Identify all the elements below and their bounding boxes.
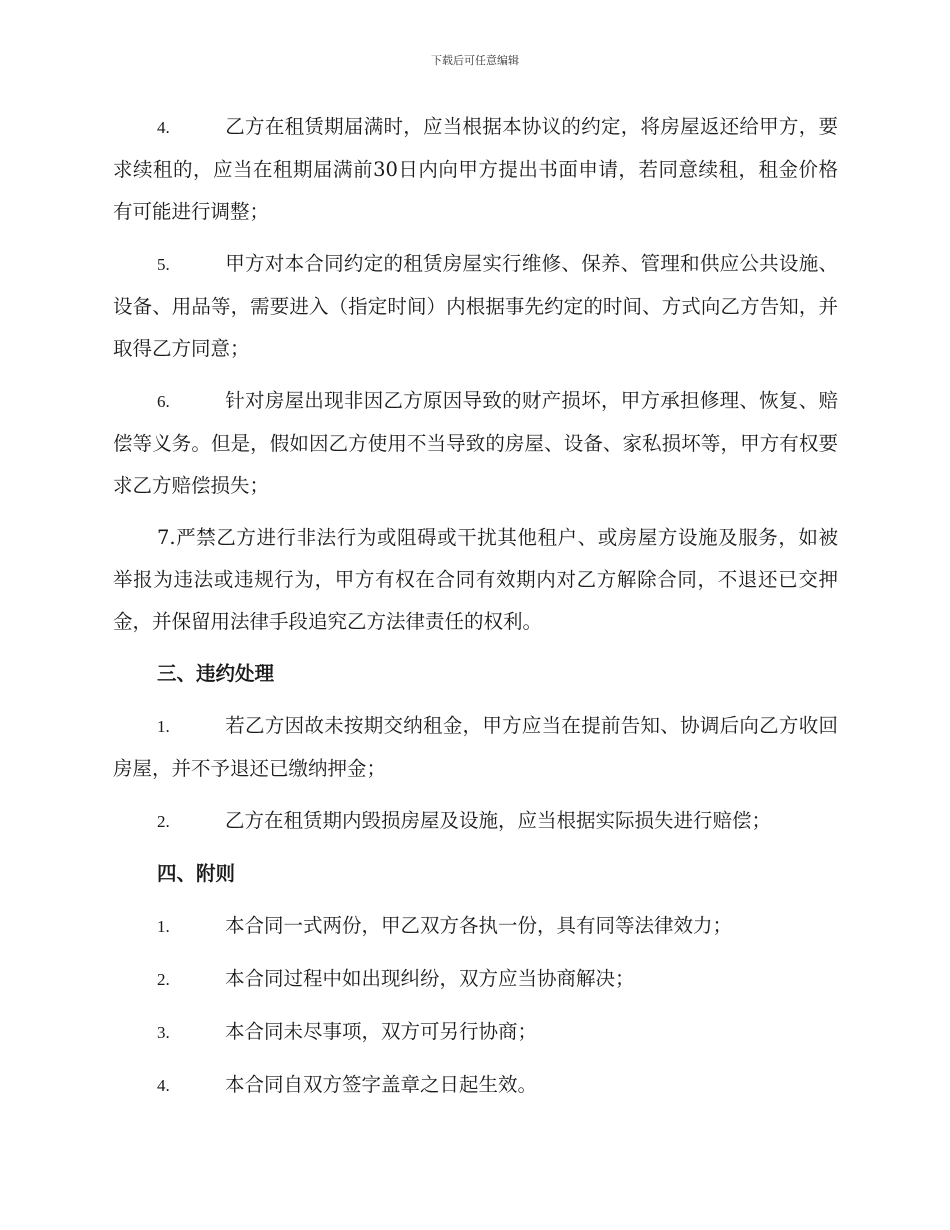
clause-number: 1. [157,917,170,936]
clause-text: 7.严禁乙方进行非法行为或阻碍或干扰其他租户、或房屋方设施及服务，如被举报为违法或违规行为，甲方有权在合同有效期内对乙方解除合同，不退还已交押金，并保留用法律手段追究乙方法律责任的权利。 [113,526,838,633]
clause-text: 本合同过程中如出现纠纷，双方应当协商解决； [225,967,635,990]
page-header: 下载后可任意编辑 [431,54,519,67]
clause-item [113,106,838,233]
clause-number: 4. [157,118,170,137]
clause-item [113,1064,838,1107]
clause-text: 乙方在租赁期内毁损房屋及设施，应当根据实际损失进行赔偿； [225,809,772,832]
section-heading: 三、违约处理 [157,662,275,685]
document-body [113,106,838,1117]
clause-text: 若乙方因故未按期交纳租金，甲方应当在提前告知、协调后向乙方收回房屋，并不予退还已缴纳押金； [113,714,838,780]
clause-text: 甲方对本合同约定的租赁房屋实行维修、保养、管理和供应公共设施、设备、用品等，需要进入（指定时间）内根据事先约定的时间、方式向乙方告知，并取得乙方同意； [113,252,838,360]
clause-item [113,1011,838,1054]
clause-item [113,380,838,507]
clause-number: 2. [157,970,170,989]
clause-text: 针对房屋出现非因乙方原因导致的财产损坏，甲方承担修理、恢复、赔偿等义务。但是，假如因乙方使用不当导致的房屋、设备、家私损坏等，甲方有权要求乙方赔偿损失； [113,389,838,497]
section-heading: 四、附则 [157,862,236,885]
clause-item [113,243,838,370]
clause-item [113,517,838,643]
clause-number: 1. [157,717,170,736]
clause-item [113,705,838,790]
clause-number: 6. [157,392,170,411]
clause-text: 乙方在租赁期届满时，应当根据本协议的约定，将房屋返还给甲方，要求续租的，应当在租期届满前30日内向甲方提出书面申请，若同意续租，租金价格有可能进行调整； [113,115,838,223]
clause-number: 2. [157,812,170,831]
clause-number: 5. [157,255,170,274]
clause-text: 本合同未尽事项，双方可另行协商； [225,1020,538,1043]
clause-item [113,958,838,1001]
clause-item [113,800,838,843]
clause-text: 本合同自双方签字盖章之日起生效。 [225,1073,538,1096]
clause-item [113,905,838,948]
clause-text: 本合同一式两份，甲乙双方各执一份，具有同等法律效力； [225,914,733,937]
clause-number: 4. [157,1076,170,1095]
clause-number: 3. [157,1023,170,1042]
